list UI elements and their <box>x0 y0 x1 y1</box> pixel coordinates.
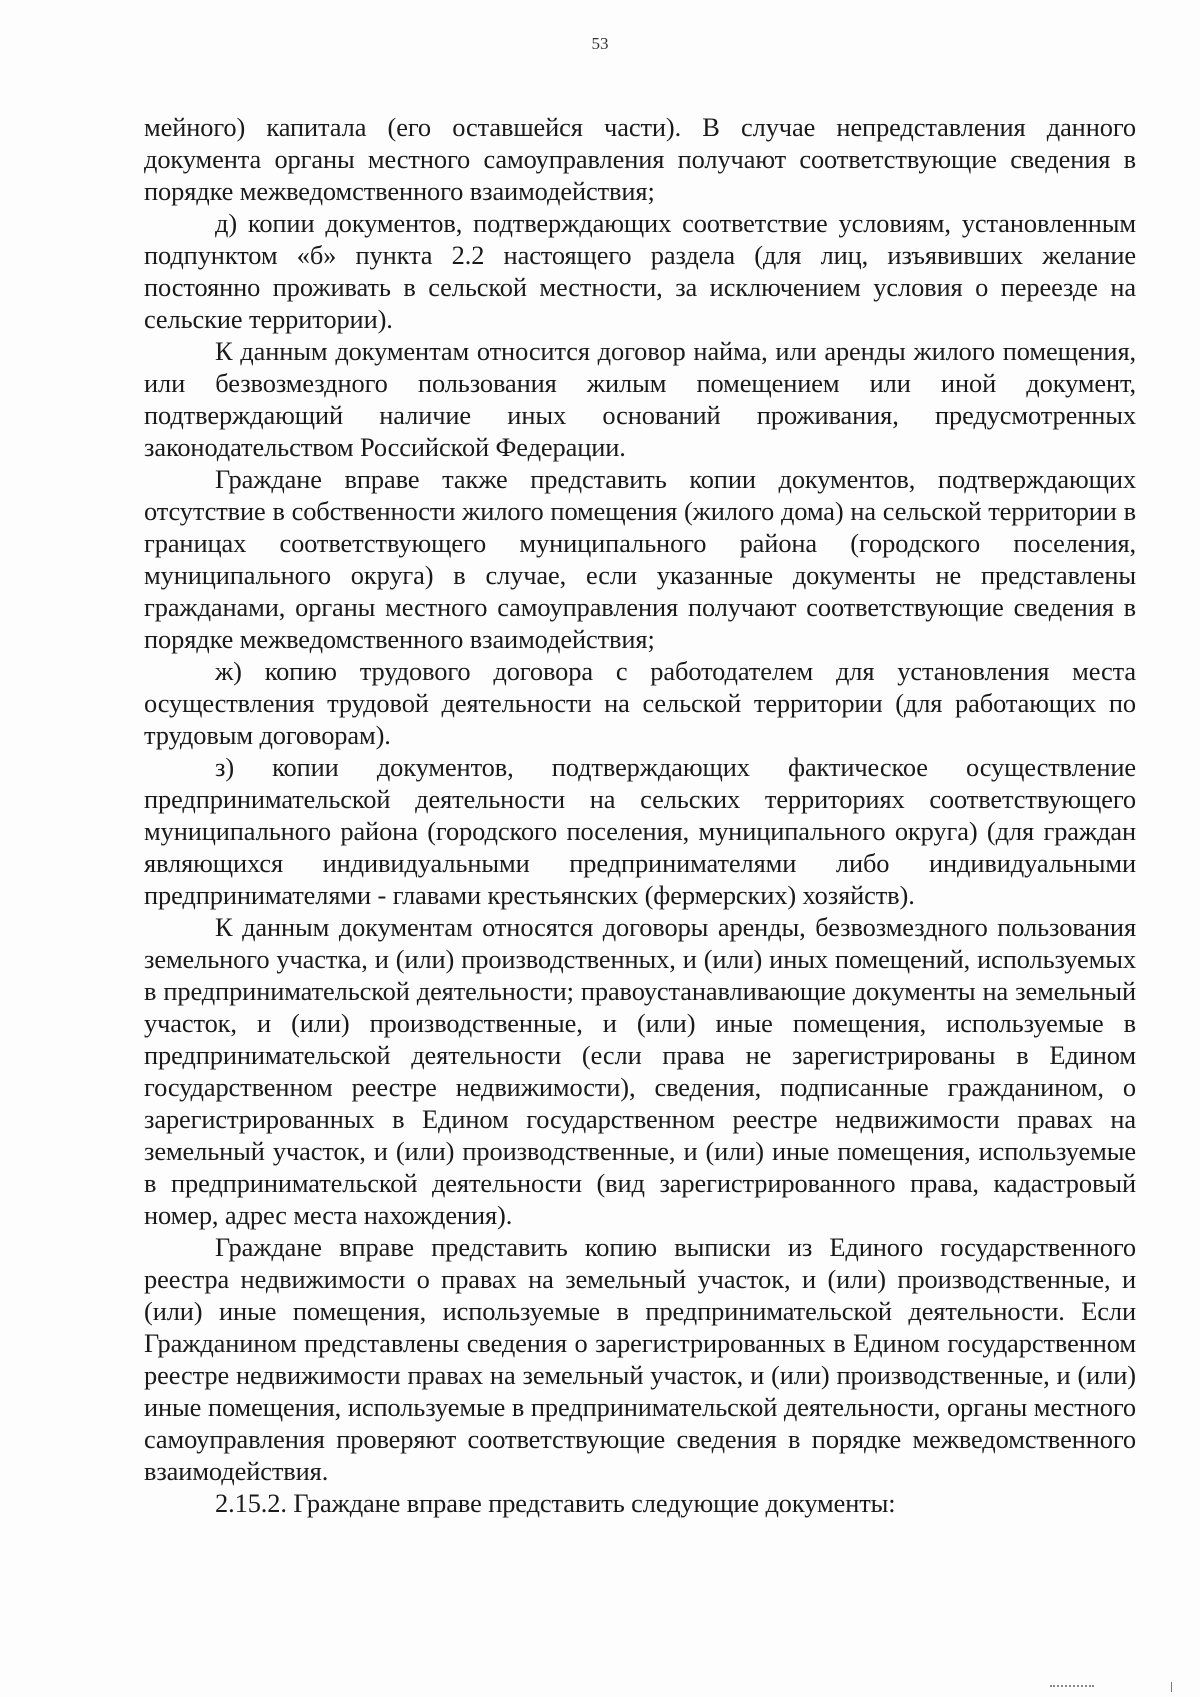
paragraph-continuation: мейного) капитала (его оставшейся части). В случае непредставления данного документа органы местного самоуправления получают соответствующие сведения в порядке межведомственного взаимодействия; <box>144 112 1136 206</box>
paragraph-section-2-15-2: 2.15.2. Граждане вправе представить следующие документы: <box>215 1488 896 1518</box>
paragraph-item-z: з) копии документов, подтверждающих фактическое осуществление предпринимательской деятельности на сельских территориях соответствующего муниципального района (городского поселения, муниципального округа) (для граждан являющихся индивидуальными предпринимателями либо индивидуальными предпринимателями - главами крестьянских (фермерских) хозяйств). <box>144 752 1136 910</box>
paragraph-registry-extract: Граждане вправе представить копию выписки из Единого государственного реестра недвижимости о правах на земельный участок, и (или) производственные, и (или) иные помещения, используемые в предпринимательской деятельности. Если Гражданином представлены сведения о зарегистрированных в Едином государственном реестре недвижимости правах на земельный участок, и (или) производственные, и (или) иные помещения, используемые в предпринимательской деятельности, органы местного самоуправления проверяют соответствующие сведения в порядке межведомственного взаимодействия. <box>144 1232 1136 1486</box>
document-body <box>144 111 1136 1519</box>
paragraph-item-d: д) копии документов, подтверждающих соответствие условиям, установленным подпунктом «б» пункта 2.2 настоящего раздела (для лиц, изъявивших желание постоянно проживать в сельской местности, за исключением условия о переезде на сельские территории). <box>144 208 1136 334</box>
page-number: 53 <box>591 34 609 53</box>
paragraph-lease-documents: К данным документам относится договор найма, или аренды жилого помещения, или безвозмездного пользования жилым помещением или иной документ, подтверждающий наличие иных оснований проживания, предусмотренных законодательством Российской Федерации. <box>144 336 1136 462</box>
paragraph-absence-of-property: Граждане вправе также представить копии документов, подтверждающих отсутствие в собственности жилого помещения (жилого дома) на сельской территории в границах соответствующего муниципального района (городского поселения, муниципального округа) в случае, если указанные документы не представлены гражданами, органы местного самоуправления получают соответствующие сведения в порядке межведомственного взаимодействия; <box>144 464 1136 654</box>
scan-footer-mark <box>1050 1685 1094 1690</box>
paragraph-business-documents: К данным документам относятся договоры аренды, безвозмездного пользования земельного участка, и (или) производственных, и (или) иных помещений, используемых в предпринимательской деятельности; правоустанавливающие документы на земельный участок, и (или) производственные, и (или) иные помещения, используемые в предпринимательской деятельности (если права не зарегистрированы в Едином государственном реестре недвижимости), сведения, подписанные гражданином, о зарегистрированных в Едином государственном реестре недвижимости правах на земельный участок, и (или) производственные, и (или) иные помещения, используемые в предпринимательской деятельности (вид зарегистрированного права, кадастровый номер, адрес места нахождения). <box>144 912 1136 1230</box>
paragraph-item-zh: ж) копию трудового договора с работодателем для установления места осуществления трудовой деятельности на сельской территории (для работающих по трудовым договорам). <box>144 656 1136 750</box>
scan-edge-tick <box>1171 1682 1172 1692</box>
